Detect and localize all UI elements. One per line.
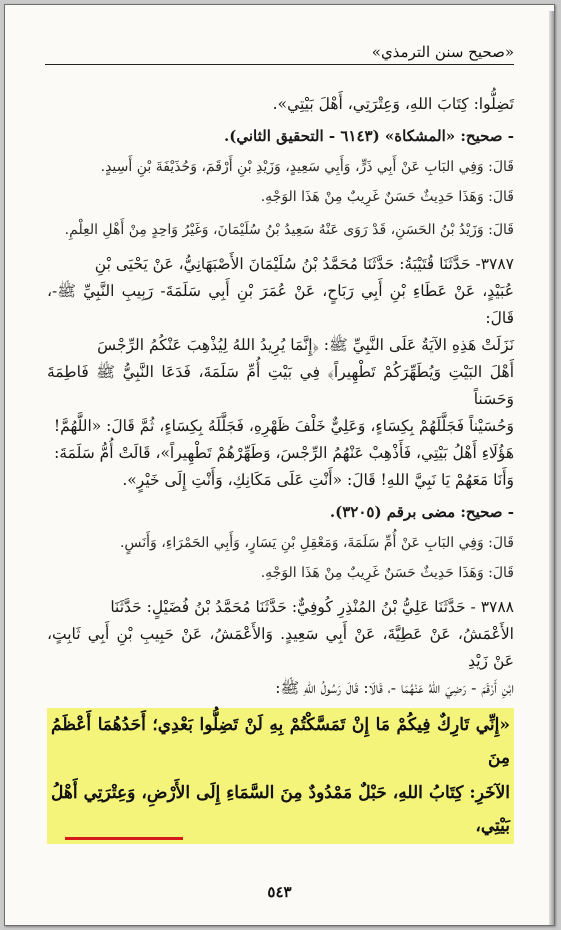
- text-line: ٣٧٨٧- حَدَّثَنَا قُتَيْبَةُ: حَدَّثَنَا مُحَمَّدُ بْنُ سُلَيْمَانَ الأَصْبَهَانِيُّ، عَنْ يَحْيَى بْنِ: [94, 255, 514, 273]
- text-line: تَضِلُّوا: كِتَابَ اللهِ، وَعِتْرَتِي، أَهْلَ بَيْتِي».: [272, 95, 514, 113]
- highlighted-passage: [47, 708, 514, 844]
- text-line: قَالَ: وَهَذَا حَدِيثٌ حَسَنٌ غَرِيبٌ مِنْ هَذَا الوَجْهِ.: [260, 189, 514, 205]
- text-line: ابْنِ أَرْقَمَ - رَضِيَ اللهُ عَنْهُمَا -، قَالَا: قَالَ رَسُولُ اللهِ ﷺ:: [275, 679, 514, 697]
- text-line: عُبَيْدٍ، عَنْ عَطَاءِ بْنِ أَبِي رَبَاحٍ، عَنْ عُمَرَ بْنِ أَبِي سَلَمَةَ- رَبِيبِ النَّبِيِّ ﷺ-، قَالَ:: [47, 282, 514, 327]
- page-header: [45, 35, 514, 65]
- text-line: قَالَ: وَزَيْدُ بْنُ الحَسَنِ، قَدْ رَوَى عَنْهُ سَعِيدُ بْنُ سُلَيْمَانَ، وَغَيْرُ وَاحِدٍ مِنْ أَهْلِ العِلْمِ.: [64, 222, 514, 238]
- text-line: قَالَ: وَفِي البَابِ عَنْ أُمِّ سَلَمَةَ، وَمَعْقِلِ بْنِ يَسَارٍ، وَأَبِي الحَمْرَاءِ، وَأَنَسٍ.: [119, 535, 514, 551]
- text-line: هَؤُلَاءِ أَهْلُ بَيْتِي، فَأَذْهِبْ عَنْهُمُ الرِّجْسَ، وَطَهِّرْهُمْ تَطْهِيراً»، قَالَتْ أُمُّ سَلَمَةَ:: [54, 444, 514, 462]
- page-number: ٥٤٣: [267, 883, 292, 901]
- text-line: وَحُسَيْناً فَجَلَّلَهُمْ بِكِسَاءٍ، وَعَلِيٌّ خَلْفَ ظَهْرِهِ، فَجَلَّلَهُ بِكِسَاءٍ، ثُمَّ قَالَ: «اللَّهُمَّ!: [53, 417, 514, 435]
- book-page: [4, 4, 555, 926]
- highlighted-line: «إِنِّي تَارِكٌ فِيكُمْ مَا إِنْ تَمَسَّكْتُمْ بِهِ لَنْ تَضِلُّوا بَعْدِي؛ أَحَدُهُمَا أَعْظَمُ مِنَ: [47, 708, 514, 776]
- text-line: ٣٧٨٨ - حَدَّثَنَا عَلِيُّ بْنُ المُنْذِرِ كُوفِيٌّ: حَدَّثَنَا مُحَمَّدُ بْنُ فُضَيْلٍ: حَدَّثَنَا: [110, 598, 514, 616]
- text-line: وَأَنَا مَعَهُمْ يَا نَبِيَّ اللهِ! قَالَ: «أَنْتِ عَلَى مَكَانِكِ، وَأَنْتِ إِلَى خَيْرٍ».: [122, 471, 514, 489]
- grading-line: - صحيح: مضى برقم (٣٢٠٥).: [329, 503, 514, 521]
- page-body: [47, 91, 514, 844]
- highlighted-line: الآخَرِ: كِتَابُ اللهِ، حَبْلٌ مَمْدُودٌ مِنَ السَّمَاءِ إِلَى الأَرْضِ، وَعِتْرَتِي أَهْلُ بَيْتِي،: [47, 776, 514, 844]
- page-edge-shadow: [549, 11, 554, 926]
- running-title: «صحيح سنن الترمذي»: [371, 43, 514, 61]
- text-line: نَزَلَتْ هَذِهِ الآيَةُ عَلَى النَّبِيِّ ﷺ: ﴿إِنَّمَا يُرِيدُ اللهُ لِيُذْهِبَ عَنْكُمُ الرِّجْسَ: [97, 336, 514, 354]
- hadith-3788: [47, 594, 514, 702]
- text-line: قَالَ: وَفِي البَابِ عَنْ أَبِي ذَرٍّ، وَأَبِي سَعِيدٍ، وَزَيْدِ بْنِ أَرْقَمَ، وَحُذَيْفَةَ بْنِ أَسِيدٍ.: [100, 159, 514, 175]
- hadith-3787: [47, 251, 514, 494]
- text-line: قَالَ: وَهَذَا حَدِيثٌ حَسَنٌ غَرِيبٌ مِنْ هَذَا الوَجْهِ.: [260, 565, 514, 581]
- grading-line: - صحيح: «المشكاة» (٦١٤٣ - التحقيق الثاني).: [224, 127, 514, 145]
- red-underline-mark: [65, 837, 183, 840]
- text-line: الأَعْمَشُ، عَنْ عَطِيَّةَ، عَنْ أَبِي سَعِيدٍ. وَالأَعْمَشُ، عَنْ حَبِيبِ بْنِ أَبِي ثَابِتٍ، عَنْ زَيْدِ: [47, 625, 514, 670]
- text-line: أَهْلَ البَيْتِ وَيُطَهِّرَكُمْ تَطْهِيراً﴾ فِي بَيْتِ أُمِّ سَلَمَةَ، فَدَعَا النَّبِيُّ ﷺ فَاطِمَةَ وَحَسَناً: [47, 363, 514, 408]
